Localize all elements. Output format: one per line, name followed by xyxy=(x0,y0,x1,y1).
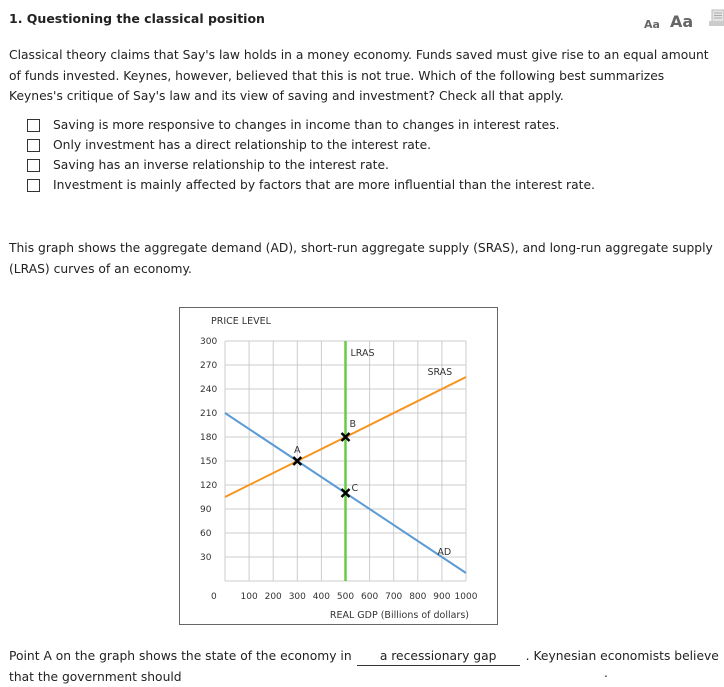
gap-type-dropdown[interactable]: a recessionary gap xyxy=(357,648,520,666)
option-label: Saving is more responsive to changes in income than to changes in interest rates. xyxy=(53,118,560,132)
point-label-c: C xyxy=(351,483,359,494)
y-tick-label: 300 xyxy=(200,337,218,347)
x-tick-label: 800 xyxy=(409,592,427,602)
x-tick-label: 200 xyxy=(264,592,282,602)
checkbox[interactable] xyxy=(27,119,40,132)
ad-label: AD xyxy=(437,547,452,558)
point-label-a: A xyxy=(294,445,301,456)
y-tick-label: 150 xyxy=(200,457,218,467)
option-label: Investment is mainly affected by factors that are more influential than the interest rate. xyxy=(53,178,595,192)
sentence-start: Point A on the graph shows the state of the economy in xyxy=(9,649,352,663)
x-tick-label: 400 xyxy=(312,592,330,602)
ad-as-graph xyxy=(179,307,498,625)
origin-label: 0 xyxy=(211,592,217,602)
x-tick-label: 100 xyxy=(240,592,258,602)
y-tick-label: 180 xyxy=(200,433,218,443)
y-tick-label: 90 xyxy=(200,505,212,515)
sentence-mid: . Keynesian economists believe that the government should xyxy=(9,649,719,684)
checkbox[interactable] xyxy=(27,179,40,192)
x-tick-label: 900 xyxy=(433,592,451,602)
government-action-dropdown[interactable] xyxy=(440,666,600,684)
option-4[interactable] xyxy=(27,175,595,195)
chart-canvas xyxy=(180,308,497,624)
option-3[interactable] xyxy=(27,155,595,175)
y-tick-label: 30 xyxy=(200,553,212,563)
print-icon[interactable] xyxy=(709,9,724,27)
x-tick-label: 300 xyxy=(288,592,306,602)
font-size-controls xyxy=(644,9,705,31)
y-tick-label: 60 xyxy=(200,529,212,539)
x-axis-title: REAL GDP (Billions of dollars) xyxy=(329,610,469,621)
option-1[interactable] xyxy=(27,115,595,135)
lras-label: LRAS xyxy=(350,348,375,359)
x-tick-label: 700 xyxy=(385,592,403,602)
x-tick-label: 500 xyxy=(336,592,355,602)
fill-in-sentence xyxy=(9,646,721,687)
y-tick-label: 120 xyxy=(200,481,218,491)
checkbox[interactable] xyxy=(27,159,40,172)
checkbox-options xyxy=(27,115,595,195)
question-title: 1. Questioning the classical position xyxy=(9,11,265,26)
graph-intro: This graph shows the aggregate demand (AD), short-run aggregate supply (SRAS), and long-run aggregate supply (LRAS) curves of an economy. xyxy=(9,241,713,276)
x-tick-label: 1000 xyxy=(454,592,478,602)
checkbox[interactable] xyxy=(27,139,40,152)
increase-font-button[interactable]: Aa xyxy=(669,12,694,31)
option-label: Only investment has a direct relationship to the interest rate. xyxy=(53,138,432,152)
question-prompt: Classical theory claims that Say's law holds in a money economy. Funds saved must give rise to an equal amount of funds invested. Keynes, however, believed that this is not true. Which of the following best summarizes Keynes's critique of Say's law and its view of saving and investment? Check all that apply. xyxy=(9,48,709,103)
x-tick-label: 600 xyxy=(361,592,379,602)
y-axis-title: PRICE LEVEL xyxy=(211,316,271,327)
sras-label: SRAS xyxy=(427,367,453,378)
y-tick-label: 240 xyxy=(200,385,218,395)
decrease-font-button[interactable]: Aa xyxy=(644,18,660,31)
point-label-b: B xyxy=(349,419,357,430)
option-label: Saving has an inverse relationship to the interest rate. xyxy=(53,158,389,172)
y-tick-label: 210 xyxy=(200,409,218,419)
y-tick-label: 270 xyxy=(200,361,218,371)
option-2[interactable] xyxy=(27,135,595,155)
sentence-end: . xyxy=(604,666,608,680)
